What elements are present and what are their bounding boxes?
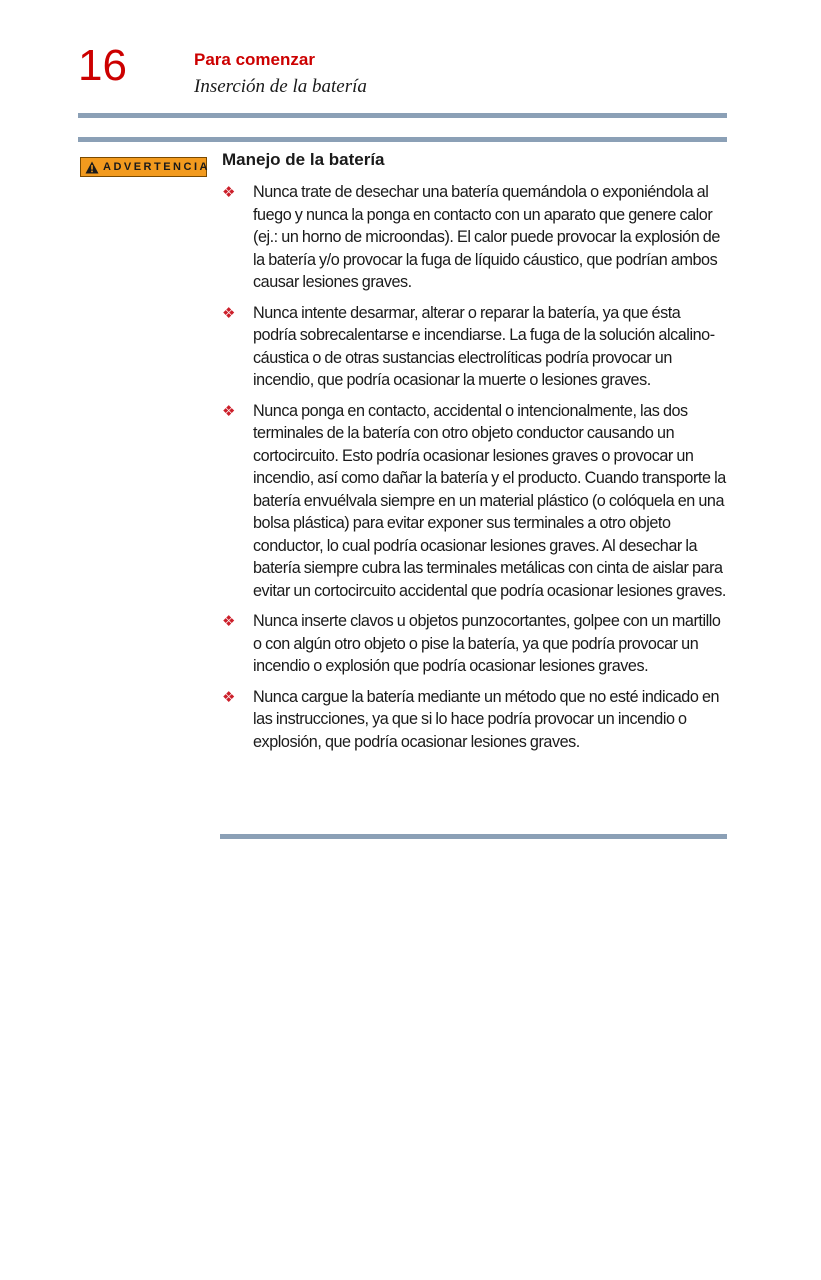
list-item [222,302,727,392]
bullet-text: Nunca trate de desechar una batería quemándola o exponiéndola al fuego y nunca la ponga en contacto con un aparato que genere calor (ej.: un horno de microondas). El calor puede provocar la explosión de la batería y/o provocar la fuga de líquido cáustico, que podrían ambos causar lesiones graves. [253,183,720,291]
warning-bullet-list [222,181,727,761]
warning-label: ADVERTENCIA [103,161,210,173]
warning-badge [80,157,210,177]
section-subtitle: Inserción de la batería [194,76,367,97]
page-number: 16 [78,41,127,90]
list-item [222,181,727,294]
section-heading: Manejo de la batería [222,150,385,169]
bullet-text: Nunca cargue la batería mediante un método que no esté indicado en las instrucciones, ya que si lo hace podría provocar un incendio o explosión, que podría ocasionar lesiones graves. [253,687,720,751]
diamond-bullet-icon: ❖ [222,303,236,322]
diamond-bullet-icon: ❖ [222,612,236,630]
section-end-divider [220,834,727,839]
diamond-bullet-icon: ❖ [222,183,236,201]
list-item [222,686,727,754]
warning-triangle-icon [85,161,99,174]
list-item [222,400,727,603]
header-divider-bottom [78,137,727,142]
diamond-bullet-icon: ❖ [222,401,236,420]
bullet-text: Nunca intente desarmar, alterar o reparar la batería, ya que ésta podría sobrecalentarse e incendiarse. La fuga de la solución alcalino-cáustica o de otras sustancias electrolíticas podría provocar un incendio, que podría ocasionar la muerte o lesiones graves. [253,303,715,389]
bullet-text: Nunca inserte clavos u objetos punzocortantes, golpee con un martillo o con algún otro objeto o pise la batería, ya que podría provocar un incendio o explosión que podría ocasionar lesiones graves. [253,612,721,675]
bullet-text: Nunca ponga en contacto, accidental o intencionalmente, las dos terminales de la batería con otro objeto conductor causando un cortocircuito. Esto podría ocasionar lesiones graves o provocar un incendio, así como dañar la batería y el producto. Cuando transporte la batería envuélvala siempre en un material plástico (o colóquela en una bolsa plástica) para evitar exponer sus terminales a otro objeto conductor, lo cual podría ocasionar lesiones graves. Al desechar la batería siempre cubra las terminales metálicas con cinta de aislar para evitar un cortocircuito accidental que podría ocasionar lesiones graves. [253,401,726,600]
list-item [222,610,727,678]
diamond-bullet-icon: ❖ [222,687,236,706]
section-title: Para comenzar [194,50,315,69]
header-divider-top [78,113,727,118]
